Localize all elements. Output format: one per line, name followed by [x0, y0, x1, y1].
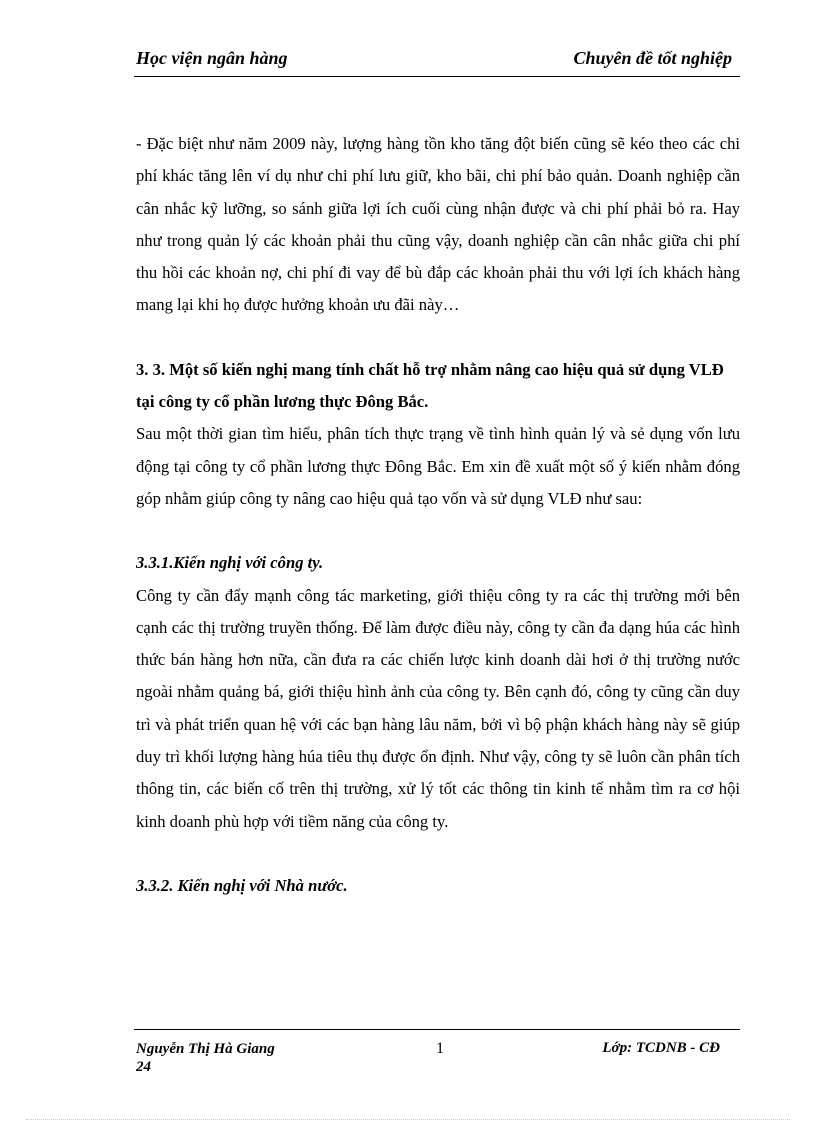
paragraph-inventory-costs: - Đặc biệt như năm 2009 này, lượng hàng tồn kho tăng đột biến cũng sẽ kéo theo các chi phí khác tăng lên ví dụ như chi phí lưu giữ, kho bãi, chi phí bảo quản. Doanh nghiệp cần cân nhắc kỹ lưỡng, so sánh giữa lợi ích cuối cùng nhận được và chi phí phải bỏ ra. Hay như trong quản lý các khoản phải thu cũng vậy, doanh nghiệp cần cân nhắc giữa chi phí thu hồi các khoản nợ, chi phí đi vay để bù đắp các khoản phải thu với lợi ích khách hàng mang lại khi họ được hưởng khoản ưu đãi này…	[136, 134, 740, 315]
page-bottom-divider	[26, 1119, 790, 1120]
section-heading-3-3-1: 3.3.1.Kiến nghị với công ty.	[136, 553, 324, 573]
footer-author-line2: 24	[136, 1059, 151, 1075]
section-heading-3-3: 3. 3. Một số kiến nghị mang tính chất hỗ trợ nhằm nâng cao hiệu quả sử dụng VLĐ tại công ty cổ phần lương thực Đông Bắc.	[136, 359, 724, 412]
page-body	[136, 128, 740, 902]
page-header	[134, 48, 740, 77]
page-number: 1	[436, 1040, 444, 1057]
header-institution: Học viện ngân hàng	[136, 48, 288, 68]
page-footer	[134, 1029, 740, 1075]
paragraph-proposals-intro: Sau một thời gian tìm hiểu, phân tích thực trạng về tình hình quản lý và sẻ dụng vốn lưu động tại công ty cổ phần lương thực Đông Bắc. Em xin đề xuất một số ý kiến nhằm đóng góp nhằm giúp công ty nâng cao hiệu quả tạo vốn và sử dụng VLĐ như sau:	[136, 424, 740, 508]
paragraph-company-recommendations: Công ty cần đẩy mạnh công tác marketing, giới thiệu công ty ra các thị trường mới bên cạnh các thị trường truyền thống. Để làm được điều này, công ty cần đa dạng húa các hình thức bán hàng hơn nữa, cần đưa ra các chiến lược kinh doanh dài hơi ở thị trường nước ngoài nhằm quảng bá, giới thiệu hình ảnh của công ty. Bên cạnh đó, công ty cũng cần duy trì và phát triển quan hệ với các bạn hàng lâu năm, bởi vì bộ phận khách hàng này sẽ giúp duy trì khối lượng hàng húa tiêu thụ được ổn định. Như vậy, công ty sẽ luôn cần phân tích thông tin, các biến cố trên thị trường, xử lý tốt các thông tin kinh tế nhằm tìm ra cơ hội kinh doanh phù hợp với tiềm năng của công ty.	[136, 585, 740, 831]
footer-class: Lớp: TCDNB - CĐ	[602, 1040, 720, 1056]
section-heading-3-3-2: 3.3.2. Kiến nghị với Nhà nước.	[136, 875, 348, 895]
footer-author	[136, 1040, 275, 1076]
footer-author-name: Nguyễn Thị Hà Giang	[136, 1041, 275, 1057]
header-document-type: Chuyên đề tốt nghiệp	[573, 48, 732, 68]
